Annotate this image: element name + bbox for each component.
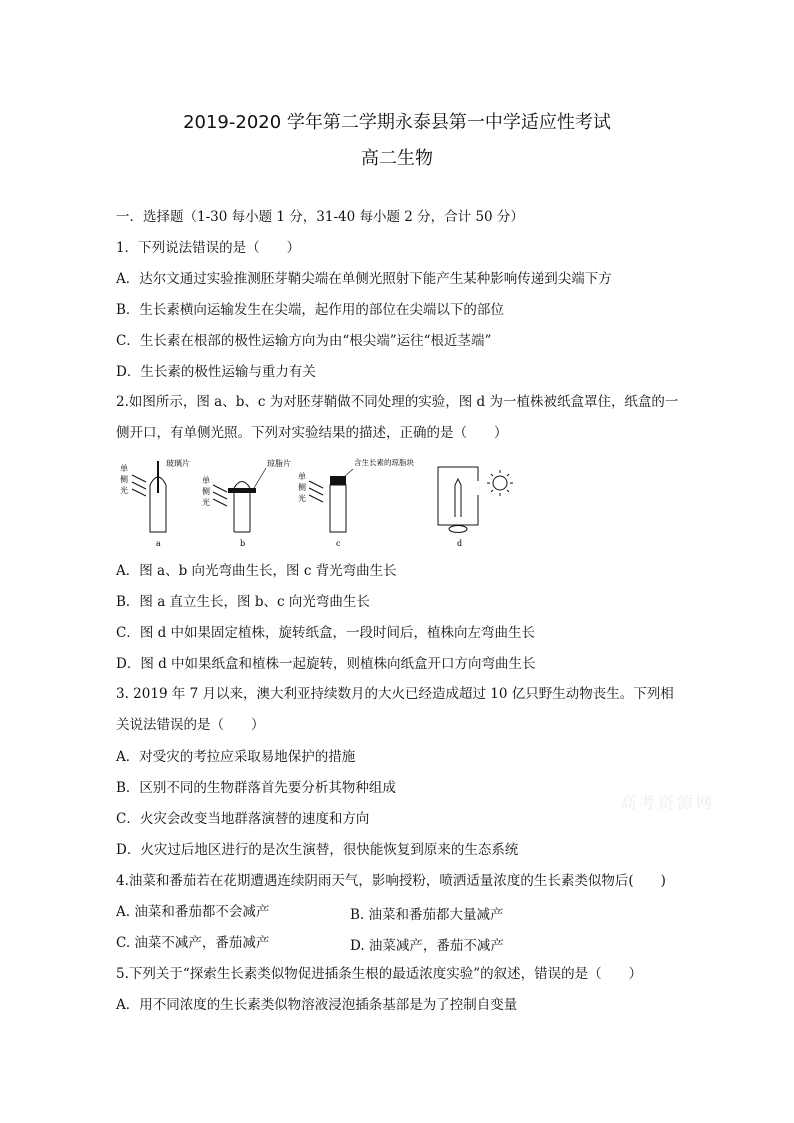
fig-c-coleoptile: [330, 485, 346, 532]
q3-stem: 3. 2019 年 7 月以来，澳大利亚持续数月的大火已经造成超过 10 亿只野生动物丧生。下列相关说法错误的是（ ）: [116, 686, 674, 733]
q3-option-c: C．火灾会改变当地群落演替的速度和方向: [116, 811, 370, 827]
fig-b-agar-sheet: [228, 488, 256, 493]
q2-figure-svg: [116, 455, 536, 550]
fig-c-light-arrows: [309, 481, 323, 502]
q4-option-a: A. 油菜和番茄都不会减产: [116, 904, 270, 920]
q4-option-c: C. 油菜不减产，番茄减产: [116, 935, 270, 951]
q3-option-a: A．对受灾的考拉应采取易地保护的措施: [116, 749, 356, 765]
q2-stem: 2.如图所示，图 a、b、c 为对胚芽鞘做不同处理的实验，图 d 为一植株被纸盒罩住，纸盒的一侧开口，有单侧光照。下列对实验结果的描述，正确的是（ ）: [116, 394, 679, 441]
q2-option-c: C．图 d 中如果固定植株，旋转纸盒，一段时间后，植株向左弯曲生长: [116, 625, 536, 641]
q4-option-b: B. 油菜和番茄都大量减产: [350, 907, 504, 923]
fig-b-light-label-1: 单: [202, 476, 210, 485]
q4-option-d: D. 油菜减产，番茄不减产: [350, 938, 504, 954]
q1-option-a: A．达尔文通过实验推测胚芽鞘尖端在单侧光照射下能产生某种影响传递到尖端下方: [116, 271, 612, 287]
fig-a-light-label-3: 光: [120, 486, 128, 495]
q5-option-a: A．用不同浓度的生长素类似物溶液浸泡插条基部是为了控制自变量: [116, 997, 518, 1013]
fig-a-glass-label: 玻璃片: [166, 459, 190, 468]
fig-c-light-label-3: 光: [298, 494, 306, 503]
fig-b-light-arrows: [213, 485, 227, 506]
watermark: 高考资源网: [620, 793, 716, 812]
fig-b-agar-pointer: [254, 468, 266, 488]
fig-d-plant: [455, 479, 461, 517]
fig-d-box: [438, 467, 478, 525]
fig-d-label: d: [457, 539, 463, 548]
q3-option-d: D．火灾过后地区进行的是次生演替，很快能恢复到原来的生态系统: [116, 842, 519, 858]
q5-stem: 5.下列关于“探索生长素类似物促进插条生根的最适浓度实验”的叙述，错误的是（ ）: [116, 966, 643, 982]
q3-option-b: B．区别不同的生物群落首先要分析其物种组成: [116, 780, 396, 796]
fig-d-sun-icon: [493, 476, 507, 490]
fig-d-box-opening: [475, 481, 481, 495]
fig-b-tip: [234, 482, 250, 489]
fig-c-light-label-1: 单: [298, 472, 306, 481]
fig-b-label: b: [240, 539, 246, 548]
fig-c-block-label: 含生长素的琼脂块: [354, 458, 414, 467]
q2-figure: [116, 455, 536, 550]
fig-b-agar-label: 琼脂片: [267, 459, 291, 468]
q4-stem: 4.油菜和番茄若在花期遭遇连续阴雨天气，影响授粉，喷洒适量浓度的生长素类似物后( ): [116, 873, 666, 889]
fig-c-light-label-2: 侧: [298, 483, 306, 492]
q1-stem: 1．下列说法错误的是（ ）: [116, 240, 301, 256]
q1-option-d: D．生长素的极性运输与重力有关: [116, 364, 316, 380]
q1-option-b: B．生长素横向运输发生在尖端，起作用的部位在尖端以下的部位: [116, 302, 504, 318]
fig-d-box-outline: [438, 467, 478, 525]
q2-option-b: B．图 a 直立生长，图 b、c 向光弯曲生长: [116, 594, 370, 610]
fig-c-label: c: [336, 539, 341, 548]
fig-d-rotation-arrow: [449, 526, 467, 533]
q2-option-d: D．图 d 中如果纸盒和植株一起旋转，则植株向纸盒开口方向弯曲生长: [116, 656, 536, 672]
exam-subtitle: 高二生物: [361, 148, 433, 169]
fig-a-light-label-1: 单: [120, 464, 128, 473]
fig-d-sun-rays: [487, 470, 513, 496]
fig-a-light-label-2: 侧: [120, 475, 128, 484]
fig-c-block-pointer: [344, 469, 353, 477]
q2-option-a: A．图 a、b 向光弯曲生长，图 c 背光弯曲生长: [116, 563, 397, 579]
fig-b-light-label-2: 侧: [202, 487, 210, 496]
fig-c-agar-block: [330, 476, 346, 485]
fig-b-light-label-3: 光: [202, 498, 210, 507]
fig-a-label: a: [156, 539, 161, 548]
exam-title: 2019-2020 学年第二学期永泰县第一中学适应性考试: [183, 112, 611, 133]
fig-b-coleoptile: [234, 493, 250, 532]
section-heading: 一．选择题（1-30 每小题 1 分，31-40 每小题 2 分，合计 50 分）: [116, 209, 524, 225]
fig-a-light-arrows: [132, 475, 146, 496]
q1-option-c: C．生长素在根部的极性运输方向为由“根尖端”运往“根近茎端”: [116, 333, 492, 349]
